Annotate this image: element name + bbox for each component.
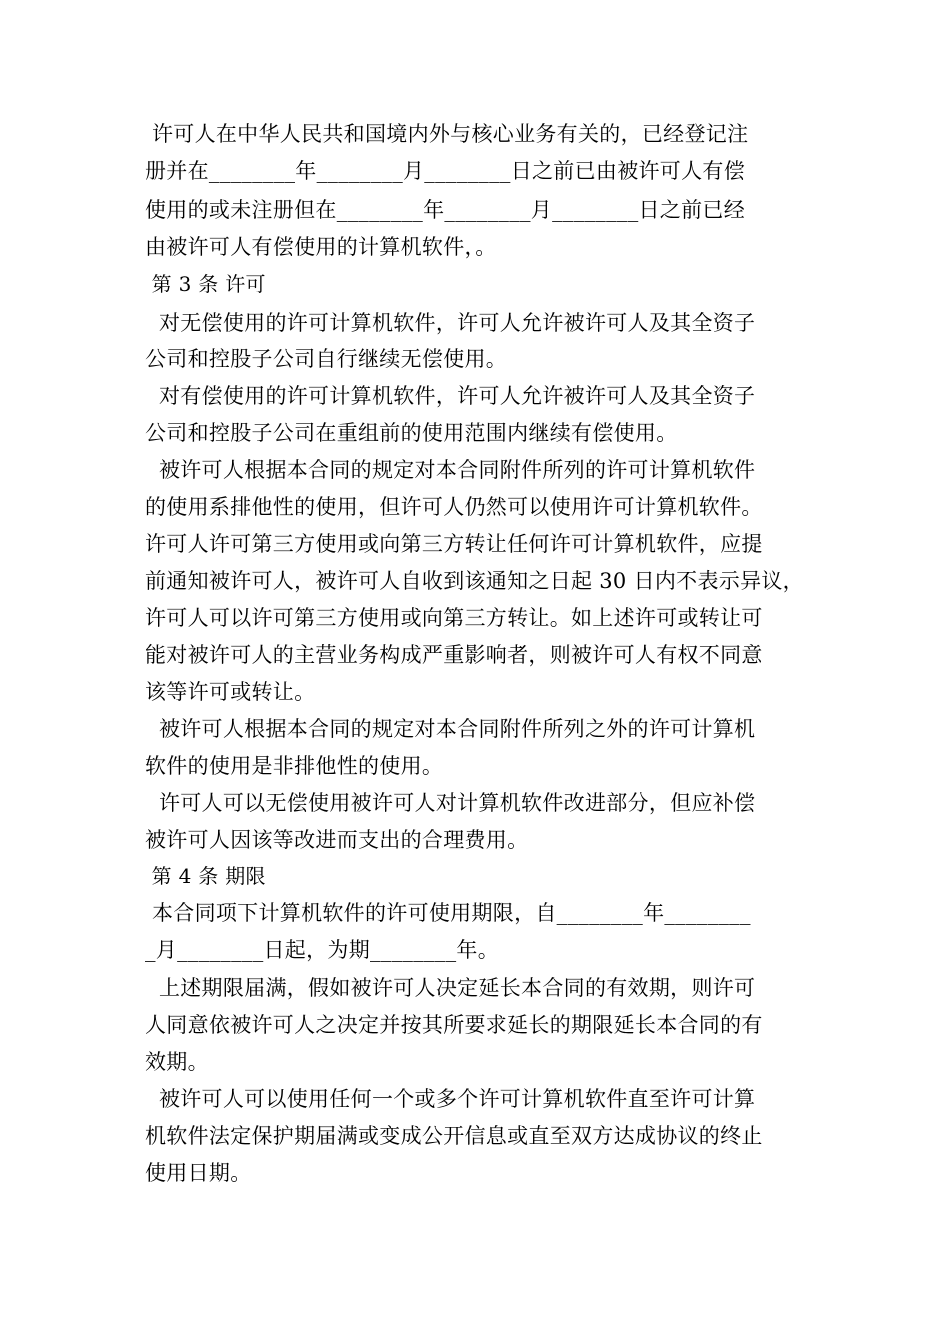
paragraph-line: 许可人在中华人民共和国境内外与核心业务有关的，已经登记注 bbox=[145, 122, 749, 146]
paragraph-line: 许可人许可第三方使用或向第三方转让任何许可计算机软件，应提 bbox=[145, 532, 763, 556]
paragraph-line: 公司和控股子公司自行继续无偿使用。 bbox=[145, 347, 508, 371]
paragraph-line: 对无偿使用的许可计算机软件，许可人允许被许可人及其全资子 bbox=[145, 311, 756, 335]
paragraph-line: 使用的或未注册但在________年________月________日之前已经 bbox=[145, 198, 745, 222]
paragraph-line: 许可人可以无偿使用被许可人对计算机软件改进部分，但应补偿 bbox=[145, 791, 756, 815]
paragraph-line: 被许可人根据本合同的规定对本合同附件所列之外的许可计算机 bbox=[145, 717, 756, 741]
paragraph-line: 册并在________年________月________日之前已由被许可人有偿 bbox=[145, 159, 745, 183]
paragraph-line: 被许可人根据本合同的规定对本合同附件所列的许可计算机软件 bbox=[145, 458, 756, 482]
paragraph-line: 机软件法定保护期届满或变成公开信息或直至双方达成协议的终止 bbox=[145, 1124, 763, 1148]
paragraph-line: 使用日期。 bbox=[145, 1161, 252, 1185]
paragraph-line: 公司和控股子公司在重组前的使用范围内继续有偿使用。 bbox=[145, 421, 678, 445]
paragraph-line: _月________日起，为期________年。 bbox=[145, 938, 499, 962]
paragraph-line: 被许可人因该等改进而支出的合理费用。 bbox=[145, 828, 529, 852]
paragraph-line: 对有偿使用的许可计算机软件，许可人允许被许可人及其全资子 bbox=[145, 384, 756, 408]
section-heading: 第 4 条 期限 bbox=[145, 864, 266, 888]
paragraph-line: 的使用系排他性的使用，但许可人仍然可以使用许可计算机软件。 bbox=[145, 495, 763, 519]
paragraph-line: 由被许可人有偿使用的计算机软件，。 bbox=[145, 235, 497, 259]
paragraph-line: 能对被许可人的主营业务构成严重影响者，则被许可人有权不同意 bbox=[145, 643, 763, 667]
paragraph-line: 该等许可或转让。 bbox=[145, 680, 316, 704]
paragraph-line: 人同意依被许可人之决定并按其所要求延长的期限延长本合同的有 bbox=[145, 1013, 763, 1037]
paragraph-line: 本合同项下计算机软件的许可使用期限，自________年________ bbox=[145, 901, 751, 925]
paragraph-line: 效期。 bbox=[145, 1050, 209, 1074]
paragraph-line: 许可人可以许可第三方使用或向第三方转让。如上述许可或转让可 bbox=[145, 606, 763, 630]
paragraph-line: 软件的使用是非排他性的使用。 bbox=[145, 754, 444, 778]
paragraph-line: 前通知被许可人，被许可人自收到该通知之日起 30 日内不表示异议， bbox=[145, 569, 804, 593]
section-heading: 第 3 条 许可 bbox=[145, 272, 266, 296]
paragraph-line: 被许可人可以使用任何一个或多个许可计算机软件直至许可计算 bbox=[145, 1087, 756, 1111]
paragraph-line: 上述期限届满，假如被许可人决定延长本合同的有效期，则许可 bbox=[145, 976, 756, 1000]
